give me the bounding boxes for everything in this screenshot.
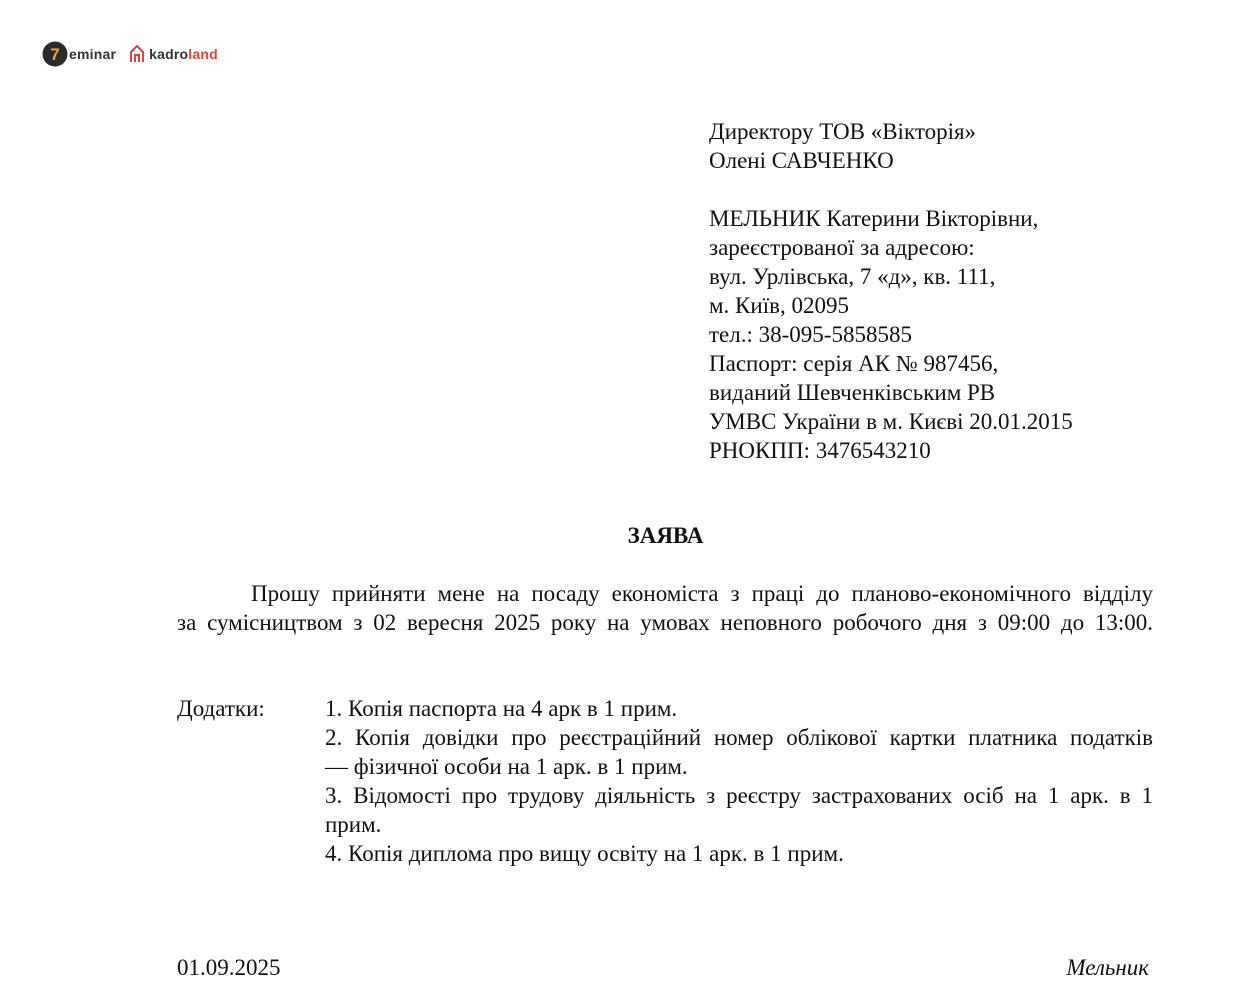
attachment-line: 1. Копія паспорта на 4 арк в 1 прим. — [325, 696, 678, 721]
attachments-list — [325, 694, 1153, 868]
applicant-line: зареєстрованої за адресою: — [709, 235, 975, 260]
body-line: за сумісництвом з 02 вересня 2025 року на умовах неповного робочого дня з 09:00 до 13:00. — [177, 610, 1153, 635]
kadroland-logo — [128, 40, 218, 68]
kadroland-logo-text-main: kadro — [149, 46, 189, 62]
attachment-line: 3. Відомості про трудову діяльність з реєстру застрахованих осіб на 1 арк. в 1 — [325, 783, 1153, 808]
body-line: Прошу прийняти мене на посаду економіста з праці до планово-економічного відділу — [251, 581, 1153, 606]
kadroland-logo-text-accent: land — [188, 46, 218, 62]
applicant-line: РНОКПП: 3476543210 — [709, 438, 931, 463]
applicant-line: Паспорт: серія АК № 987456, — [709, 351, 999, 376]
applicant-line: м. Київ, 02095 — [709, 293, 849, 318]
signature: Мельник — [1066, 955, 1149, 980]
addressee-block — [709, 117, 1073, 465]
seminar-badge-icon — [42, 41, 68, 67]
attachment-line: 2. Копія довідки про реєстраційний номер облікової картки платника податків — [325, 725, 1153, 750]
seminar-logo — [42, 40, 116, 68]
addressee-line: Директору ТОВ «Вікторія» — [709, 119, 977, 144]
header-logos — [42, 40, 218, 68]
applicant-line: МЕЛЬНИК Катерини Вікторівни, — [709, 206, 1039, 231]
seminar-logo-text: eminar — [69, 46, 117, 62]
attachments-label: Додатки: — [177, 696, 265, 721]
attachment-line: прим. — [325, 812, 382, 837]
applicant-line: виданий Шевченківським РВ — [709, 380, 996, 405]
addressee-line: Олені САВЧЕНКО — [709, 148, 894, 173]
addressee-spacer — [709, 175, 1073, 204]
attachment-line: — фізичної особи на 1 арк. в 1 прим. — [325, 754, 688, 779]
attachment-line: 4. Копія диплома про вищу освіту на 1 арк. в 1 прим. — [325, 841, 844, 866]
application-body — [177, 579, 1153, 637]
kadroland-logo-text — [149, 46, 218, 62]
document-title: ЗАЯВА — [627, 523, 704, 548]
applicant-line: тел.: 38-095-5858585 — [709, 322, 912, 347]
seminar-badge-digit: 7 — [50, 45, 60, 64]
document-date: 01.09.2025 — [177, 955, 281, 980]
applicant-line: вул. Урлівська, 7 «д», кв. 111, — [709, 264, 996, 289]
kadroland-house-icon — [128, 44, 146, 64]
applicant-line: УМВС України в м. Києві 20.01.2015 — [709, 409, 1073, 434]
